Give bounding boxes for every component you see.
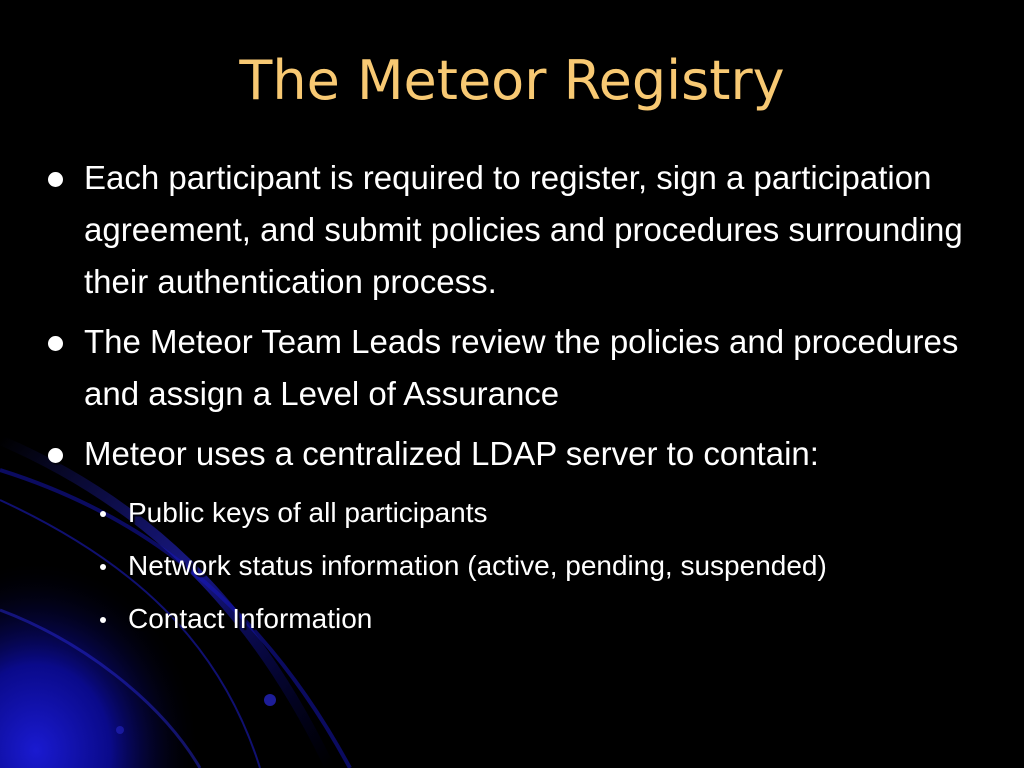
sub-bullet-dot-icon [100, 564, 106, 570]
bullet-item [44, 428, 1004, 480]
sub-bullet-dot-icon [100, 511, 106, 517]
slide-body [44, 152, 1004, 645]
bullet-text: The Meteor Team Leads review the policies and procedures and assign a Level of Assurance [84, 323, 959, 412]
bullet-item [44, 152, 1004, 308]
bullet-text: Meteor uses a centralized LDAP server to contain: [84, 435, 819, 472]
sub-bullet-item [44, 539, 1004, 592]
bullet-item [44, 316, 1004, 420]
sub-bullet-text: Network status information (active, pending, suspended) [128, 550, 827, 581]
sub-bullet-text: Contact Information [128, 603, 373, 634]
bullet-dot-icon [48, 336, 63, 351]
sub-bullet-dot-icon [100, 617, 106, 623]
sub-bullet-text: Public keys of all participants [128, 497, 488, 528]
sub-bullet-list [44, 486, 1004, 645]
sub-bullet-item [44, 486, 1004, 539]
bullet-dot-icon [48, 448, 63, 463]
sub-bullet-item [44, 592, 1004, 645]
bullet-dot-icon [48, 172, 63, 187]
slide-title: The Meteor Registry [239, 49, 785, 112]
bullet-text: Each participant is required to register, sign a participation agreement, and submit policies and procedures surrounding their authentication process. [84, 159, 963, 300]
